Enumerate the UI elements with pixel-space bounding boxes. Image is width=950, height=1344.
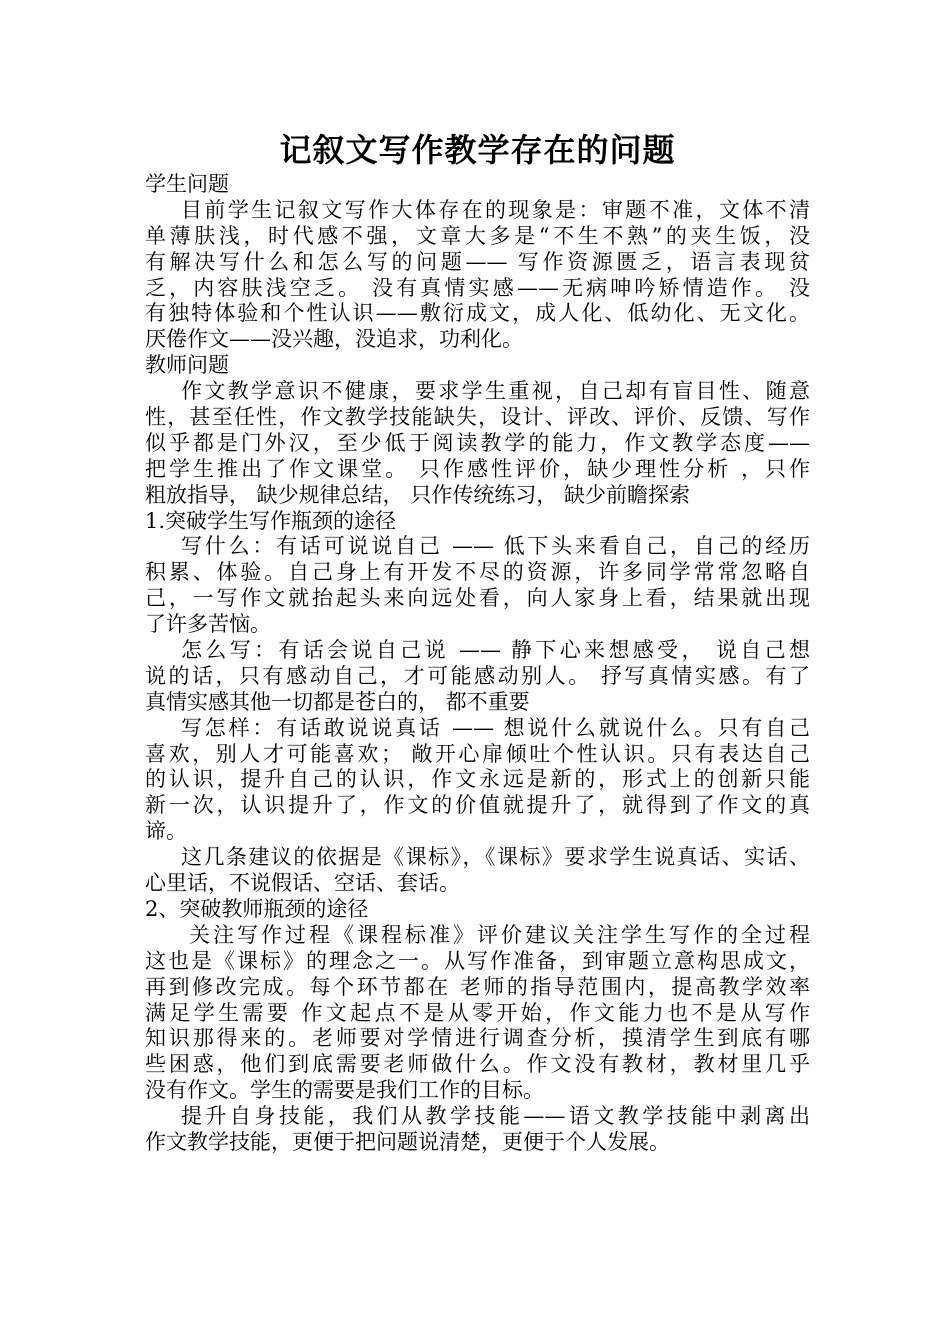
paragraph-line: 有独特体验和个性认识——敷衍成文，成人化、低幼化、无文化。 xyxy=(145,301,810,326)
paragraph-line: 说的话，只有感动自己，才可能感动别人。 抒写真情实感。有了 xyxy=(145,663,810,688)
paragraph-line: 己，一写作文就抬起头来向远处看，向人家身上看，结果就出现 xyxy=(145,586,810,611)
paragraph-line: 心里话，不说假话、空话、套话。 xyxy=(145,871,460,896)
document-title: 记叙文写作教学存在的问题 xyxy=(279,131,676,169)
paragraph-line: 这也是《课标》的理念之一。从写作准备，到审题立意构思成文， xyxy=(145,948,810,973)
paragraph-line: 厌倦作文——没兴趣，没追求，功利化。 xyxy=(145,327,523,352)
paragraph-line: 积累、体验。自己身上有开发不尽的资源，许多同学常常忽略自 xyxy=(145,560,810,585)
paragraph-line: 乏，内容肤浅空乏。 没有真情实感——无病呻吟矫情造作。 没 xyxy=(145,275,810,300)
paragraph-line: 性，甚至任性，作文教学技能缺失，设计、评改、评价、反馈、写作 xyxy=(145,405,810,430)
paragraph-line: 单薄肤浅，时代感不强，文章大多是“不生不熟”的夹生饭，没 xyxy=(145,223,810,248)
paragraph-line: 满足学生需要 作文起点不是从零开始，作文能力也不是从写作 xyxy=(145,1000,810,1025)
paragraph-line: 真情实感其他一切都是苍白的， 都不重要 xyxy=(145,689,530,714)
paragraph-line: 些困惑，他们到底需要老师做什么。作文没有教材，教材里几乎 xyxy=(145,1052,810,1077)
document-page xyxy=(145,128,810,1156)
paragraph-line: 粗放指导， 缺少规律总结， 只作传统练习， 缺少前瞻探索 xyxy=(145,482,691,507)
section-heading-student-breakthrough: 1.突破学生写作瓶颈的途径 xyxy=(145,508,397,533)
section-heading-students: 学生问题 xyxy=(145,172,229,196)
paragraph-line: 喜欢，别人才可能喜欢； 敞开心扉倾吐个性认识。只有表达自己 xyxy=(145,741,810,766)
paragraph-line: 了许多苦恼。 xyxy=(145,612,271,637)
paragraph-line: 把学生推出了作文课堂。 只作感性评价，缺少理性分析 ，只作 xyxy=(145,456,810,481)
paragraph-line: 新一次，认识提升了，作文的价值就提升了，就得到了作文的真 xyxy=(145,793,810,818)
section-heading-teacher-breakthrough: 2、突破教师瓶颈的途径 xyxy=(145,896,369,921)
paragraph-line: 没有作文。学生的需要是我们工作的目标。 xyxy=(145,1078,544,1103)
paragraph-line: 似乎都是门外汉，至少低于阅读教学的能力，作文教学态度—— xyxy=(145,430,810,455)
paragraph-line: 再到修改完成。每个环节都在 老师的指导范围内，提高教学效率 xyxy=(145,974,810,999)
paragraph-line: 作文教学意识不健康，要求学生重视，自己却有盲目性、随意 xyxy=(181,379,810,404)
paragraph-line: 写怎样：有话敢说说真话 —— 想说什么就说什么。只有自己 xyxy=(181,715,810,740)
paragraph-line: 提升自身技能，我们从教学技能——语文教学技能中剥离出 xyxy=(181,1104,810,1129)
section-heading-teachers: 教师问题 xyxy=(145,353,229,378)
paragraph-line: 有解决写什么和怎么写的问题—— 写作资源匮乏，语言表现贫 xyxy=(145,249,810,274)
paragraph-line: 怎么写：有话会说自己说 —— 静下心来想感受， 说自己想 xyxy=(181,638,810,663)
paragraph-line: 目前学生记叙文写作大体存在的现象是：审题不准，文体不清 xyxy=(181,197,810,222)
paragraph-line: 知识那得来的。老师要对学情进行调查分析，摸清学生到底有哪 xyxy=(145,1026,810,1051)
paragraph-line: 写什么：有话可说说自己 —— 低下头来看自己，自己的经历 xyxy=(181,534,810,559)
paragraph-line: 关注写作过程《课程标准》评价建议关注学生写作的全过程 xyxy=(189,922,810,947)
paragraph-line: 的认识，提升自己的认识，作文永远是新的，形式上的创新只能 xyxy=(145,767,810,792)
paragraph-line: 这几条建议的依据是《课标》，《课标》要求学生说真话、实话、 xyxy=(181,845,810,870)
paragraph-line: 作文教学技能，更便于把问题说清楚，更便于个人发展。 xyxy=(145,1129,670,1154)
paragraph-line: 谛。 xyxy=(145,819,187,844)
